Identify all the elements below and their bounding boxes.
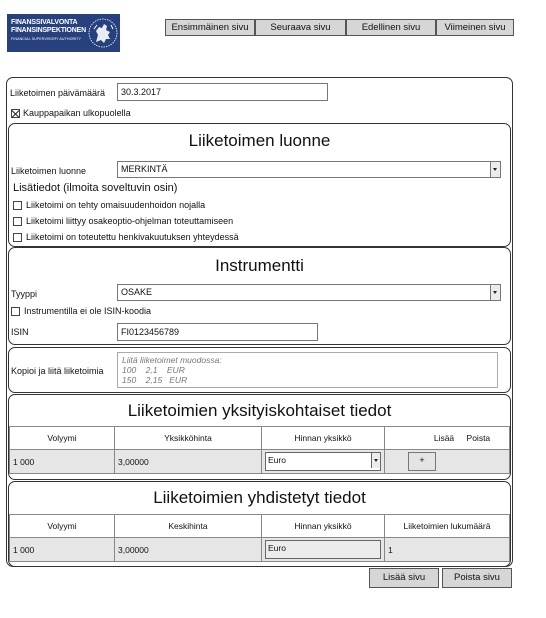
logo-line-2: FINANSINSPEKTIONEN [11,27,86,34]
outside-venue-checkbox[interactable] [11,109,20,118]
header-average-price: Keskihinta [115,515,262,538]
option-life-insurance-label: Liiketoimi on toteutettu henkivakuutuksen yhteydessä [26,232,239,242]
instrument-type-label: Tyyppi [11,289,38,299]
table-row [10,450,510,474]
transaction-nature-select-label: Liiketoimen luonne [11,166,87,176]
paste-transactions-textarea[interactable] [117,352,498,388]
cell-volume: 1 000 [10,538,115,562]
table-header-row [10,427,510,450]
aggregate-details-table [9,514,510,562]
currency-select[interactable] [265,452,381,471]
isin-label: ISIN [11,327,29,337]
header-remove: Poista [466,433,491,443]
paste-transactions-label: Kopioi ja liitä liiketoimia [11,366,104,376]
checkbox-life-insurance[interactable] [13,233,22,242]
cell-volume[interactable]: 1 000 [10,450,115,474]
transaction-nature-select[interactable] [117,161,501,178]
outside-venue-label: Kauppapaikan ulkopuolella [23,108,131,118]
cell-currency [262,538,385,562]
transaction-nature-title: Liiketoimen luonne [188,131,331,150]
no-isin-checkbox[interactable] [11,307,20,316]
transaction-nature-selected-value: MERKINTÄ [121,164,168,174]
transaction-date-label: Liiketoimen päivämäärä [10,88,106,98]
cell-add-remove [385,450,510,474]
chevron-down-icon[interactable] [371,453,380,468]
header-unit-price: Yksikköhinta [115,427,262,450]
chevron-down-icon[interactable] [490,162,500,177]
cell-unit-price[interactable]: 3,00000 [115,450,262,474]
chevron-down-icon[interactable] [490,285,500,300]
cell-currency [262,450,385,474]
currency-selected-value: Euro [268,455,286,465]
previous-page-button[interactable]: Edellinen sivu [346,19,436,36]
instrument-title: Instrumentti [215,256,304,275]
cell-average-price: 3,00000 [115,538,262,562]
instrument-type-selected-value: OSAKE [121,287,153,297]
add-row-button[interactable]: + [408,452,436,471]
finanssivalvonta-logo [7,14,120,52]
next-page-button[interactable]: Seuraava sivu [255,19,346,36]
header-add-remove [385,427,510,450]
paste-placeholder-line-2: 100 2,1 EUR [122,365,185,375]
instrument-type-select[interactable] [117,284,501,301]
table-header-row [10,515,510,538]
logo-line-3: FINANCIAL SUPERVISORY AUTHORITY [11,37,82,41]
checkbox-asset-management[interactable] [13,201,22,210]
add-page-button[interactable]: Lisää sivu [369,568,439,588]
paste-placeholder-line-3: 150 2,15 EUR [122,375,188,385]
lion-crest-icon [87,15,119,51]
extra-info-title: Lisätiedot (ilmoita soveltuvin osin) [13,182,178,194]
header-volume: Volyymi [10,427,115,450]
table-row [10,538,510,562]
no-isin-label: Instrumentilla ei ole ISIN-koodia [24,306,152,316]
header-price-currency: Hinnan yksikkö [262,515,385,538]
remove-page-button[interactable]: Poista sivu [442,568,512,588]
header-transaction-count: Liiketoimien lukumäärä [385,515,510,538]
first-page-button[interactable]: Ensimmäinen sivu [165,19,255,36]
last-page-button[interactable]: Viimeinen sivu [436,19,514,36]
checkbox-share-option-program[interactable] [13,217,22,226]
transaction-date-input[interactable]: 30.3.2017 [117,83,328,101]
transaction-details-table [9,426,510,474]
header-price-currency: Hinnan yksikkö [262,427,385,450]
aggregate-details-title: Liiketoimien yhdistetyt tiedot [153,488,366,507]
header-volume: Volyymi [10,515,115,538]
currency-readonly-field: Euro [265,540,381,559]
option-asset-management-label: Liiketoimi on tehty omaisuudenhoidon nojalla [26,200,206,210]
cell-transaction-count: 1 [385,538,510,562]
option-share-option-program-label: Liiketoimi liittyy osakeoptio-ohjelman toteuttamiseen [26,216,234,226]
isin-input[interactable]: FI0123456789 [117,323,318,341]
logo-line-1: FINANSSIVALVONTA [11,19,78,26]
transaction-details-title: Liiketoimien yksityiskohtaiset tiedot [127,401,392,420]
header-add: Lisää [433,433,455,443]
paste-placeholder-line-1: Liitä liiketoimet muodossa: [122,355,222,365]
